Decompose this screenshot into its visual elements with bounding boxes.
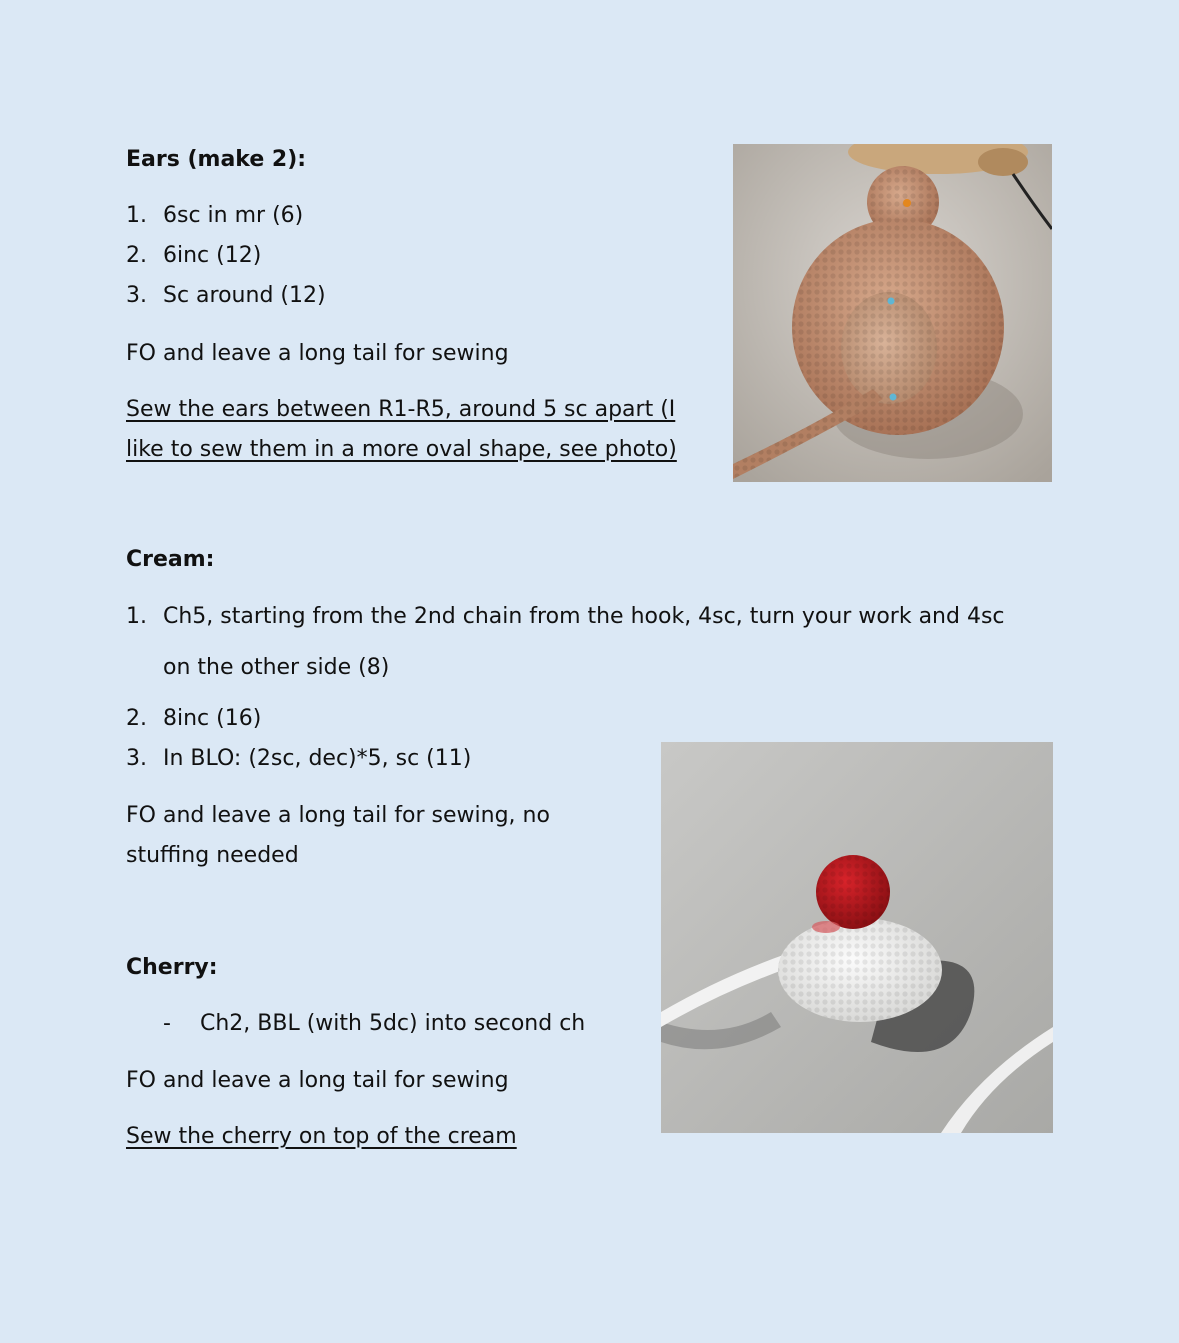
- step-number: 3.: [126, 283, 147, 308]
- ears-fo-text: FO and leave a long tail for sewing: [126, 341, 509, 366]
- step-text: 6inc (12): [163, 243, 262, 268]
- cream-fo-line-1: FO and leave a long tail for sewing, no: [126, 803, 550, 828]
- step-number: 3.: [126, 746, 147, 771]
- ears-photo-illustration: [733, 144, 1052, 482]
- cherry-heading: Cherry:: [126, 955, 218, 980]
- step-text: In BLO: (2sc, dec)*5, sc (11): [163, 746, 472, 771]
- cherry-fo-text: FO and leave a long tail for sewing: [126, 1068, 509, 1093]
- step-number: 2.: [126, 706, 147, 731]
- step-number: 2.: [126, 243, 147, 268]
- step-text: Ch5, starting from the 2nd chain from the hook, 4sc, turn your work and 4sc: [163, 604, 1005, 629]
- step-text: 8inc (16): [163, 706, 262, 731]
- cream-heading: Cream:: [126, 547, 215, 572]
- cream-step-1: [126, 604, 1056, 684]
- cream-fo-line-2: stuffing needed: [126, 843, 299, 868]
- step-text: Ch2, BBL (with 5dc) into second ch: [200, 1011, 586, 1036]
- ears-photo: [733, 144, 1052, 482]
- cherry-sew-text: Sew the cherry on top of the cream: [126, 1124, 517, 1149]
- ears-sew-line-2: like to sew them in a more oval shape, see photo): [126, 437, 677, 462]
- ears-sew-line-1: Sew the ears between R1-R5, around 5 sc apart (I: [126, 397, 676, 422]
- step-text: 6sc in mr (6): [163, 203, 304, 228]
- step-text: Sc around (12): [163, 283, 326, 308]
- ears-heading: Ears (make 2):: [126, 147, 307, 172]
- step-text-continued: on the other side (8): [163, 655, 390, 680]
- step-number: 1.: [126, 604, 147, 629]
- cream-cherry-photo-illustration: [661, 742, 1053, 1133]
- step-number: 1.: [126, 203, 147, 228]
- bullet-dash: -: [163, 1011, 171, 1036]
- cream-cherry-photo: [661, 742, 1053, 1133]
